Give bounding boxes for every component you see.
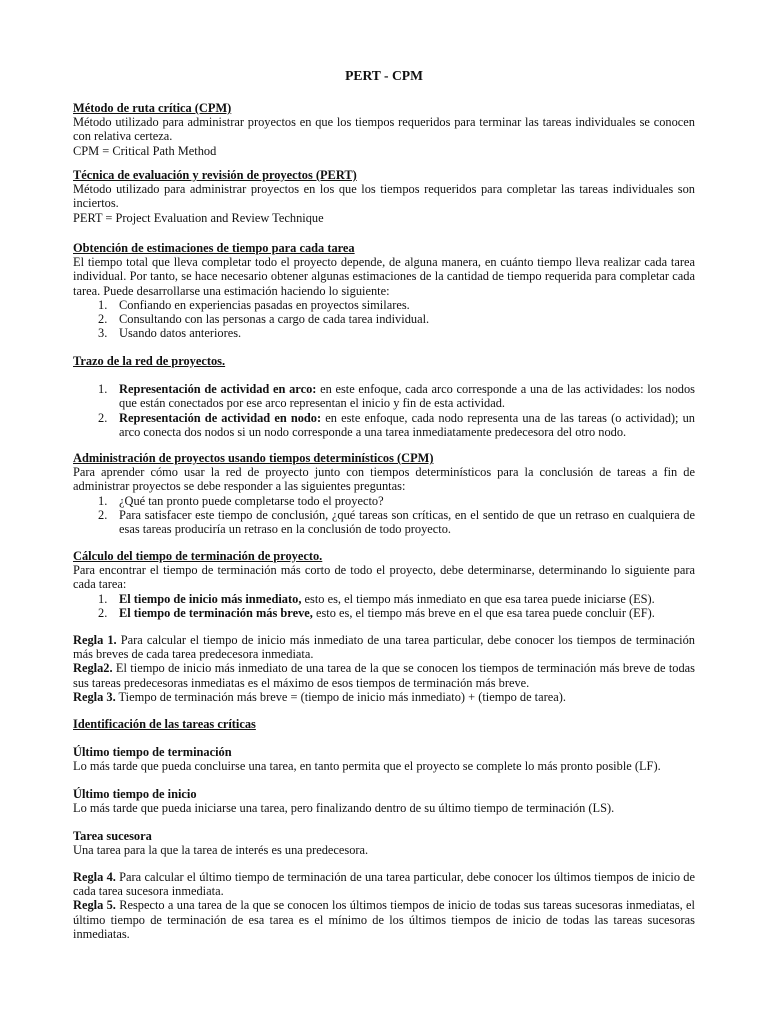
definition-heading: Último tiempo de inicio — [73, 787, 197, 801]
section-heading: Administración de proyectos usando tiempos determinísticos (CPM) — [73, 451, 434, 465]
section-body: Para aprender cómo usar la red de proyecto junto con tiempos determinísticos para la conclusión de tareas a fin de administrar proyectos se debe responder a las siguientes preguntas: — [73, 465, 695, 494]
section-body: Para encontrar el tiempo de terminación más corto de todo el proyecto, debe determinarse, determinando lo siguiente para cada tarea: — [73, 563, 695, 592]
rule-paragraph: Regla2. El tiempo de inicio más inmediato de una tarea de la que se conocen los tiempos de terminación más breve de todas sus tareas predecesoras inmediatas es el máximo de esos tiempos de terminación más breve. — [73, 661, 695, 690]
section-cpm — [73, 101, 695, 158]
section-body: El tiempo total que lleva completar todo el proyecto depende, de alguna manera, en cuánto tiempo lleva realizar cada tarea individual. Por tanto, se hace necesario obtener algunas estimaciones de la cantidad de tiempo requerida para completar cada tarea. Puede desarrollarse una estimación haciendo lo siguiente: — [73, 255, 695, 298]
section-completion-time — [73, 549, 695, 620]
definition-heading: Último tiempo de terminación — [73, 745, 232, 759]
section-heading: Trazo de la red de proyectos. — [73, 354, 226, 368]
section-body: Método utilizado para administrar proyectos en que los tiempos requeridos para terminar las tareas individuales se conocen con relativa certeza. — [73, 115, 695, 144]
section-deterministic — [73, 451, 695, 536]
definition-body: Lo más tarde que pueda concluirse una tarea, en tanto permita que el proyecto se complete lo más pronto posible (LF). — [73, 759, 661, 774]
section-estimates — [73, 241, 695, 340]
rules-block-1 — [73, 633, 695, 704]
rule-paragraph: Regla 3. Tiempo de terminación más breve = (tiempo de inicio más inmediato) + (tiempo de tarea). — [73, 689, 566, 704]
section-heading: Método de ruta crítica (CPM) — [73, 101, 232, 115]
numbered-list — [73, 592, 695, 620]
section-heading: Identificación de las tareas críticas — [73, 717, 256, 731]
section-heading: Técnica de evaluación y revisión de proyectos (PERT) — [73, 168, 357, 182]
numbered-list — [73, 382, 695, 439]
section-line: PERT = Project Evaluation and Review Technique — [73, 210, 324, 225]
section-heading: Cálculo del tiempo de terminación de proyecto. — [73, 549, 323, 563]
definition-successor — [73, 829, 695, 857]
section-heading: Obtención de estimaciones de tiempo para cada tarea — [73, 241, 355, 255]
rule-paragraph: Regla 4. Para calcular el último tiempo de terminación de una tarea particular, debe conocer los últimos tiempos de inicio de cada tarea sucesora inmediata. — [73, 870, 696, 899]
page-title: PERT - CPM — [345, 68, 423, 83]
numbered-list — [73, 494, 695, 537]
list-item: 2. El tiempo de terminación más breve, esto es, el tiempo más breve en el que esa tarea puede concluir (EF). — [98, 605, 655, 620]
list-item: 1. ¿Qué tan pronto puede completarse todo el proyecto? — [98, 493, 384, 508]
list-item: 1. Representación de actividad en arco: en este enfoque, cada arco corresponde a una de las actividades: los nodos que están conectados por ese arco representan el inicio y fin de esta actividad. — [98, 382, 695, 411]
section-critical-tasks — [73, 717, 695, 731]
list-item: 1. Confiando en experiencias pasadas en proyectos similares. — [98, 297, 410, 312]
numbered-list — [73, 298, 695, 341]
section-network — [73, 354, 695, 439]
definition-lf — [73, 745, 695, 773]
list-item: 2. Consultando con las personas a cargo de cada tarea individual. — [98, 312, 430, 327]
list-item: 1. El tiempo de inicio más inmediato, esto es, el tiempo más inmediato en que esa tarea puede iniciarse (ES). — [98, 591, 655, 606]
rules-block-2 — [73, 870, 695, 941]
rule-paragraph: Regla 1. Para calcular el tiempo de inicio más inmediato de una tarea particular, debe conocer los tiempos de terminación más breves de cada tarea predecesora inmediata. — [73, 633, 695, 662]
definition-ls — [73, 787, 695, 815]
section-line: CPM = Critical Path Method — [73, 143, 217, 158]
list-item: 2. Para satisfacer este tiempo de conclusión, ¿qué tareas son críticas, en el sentido de que un retraso en cualquiera de esas tareas produciría un retraso en la conclusión de todo proyecto. — [98, 507, 695, 537]
definition-body: Una tarea para la que la tarea de interés es una predecesora. — [73, 843, 369, 858]
list-item: 2. Representación de actividad en nodo: en este enfoque, cada nodo representa una de las tareas (o actividad); un arco conecta dos nodos si un nodo corresponde a una tarea inmediatamente predecesora del otro nodo. — [98, 410, 696, 439]
definition-body: Lo más tarde que pueda iniciarse una tarea, pero finalizando dentro de su último tiempo de terminación (LS). — [73, 801, 615, 816]
definition-heading: Tarea sucesora — [73, 829, 152, 843]
rule-paragraph: Regla 5. Respecto a una tarea de la que se conocen los últimos tiempos de inicio de todas sus tareas sucesoras inmediatas, el último tiempo de terminación de esa tarea es el mínimo de los últimos tiempos de inicio de todas las tareas sucesoras inmediatas. — [73, 898, 695, 941]
section-body: Método utilizado para administrar proyectos en los que los tiempos requeridos para completar las tareas individuales son inciertos. — [73, 182, 695, 211]
section-pert — [73, 168, 695, 225]
list-item: 3. Usando datos anteriores. — [98, 326, 242, 341]
